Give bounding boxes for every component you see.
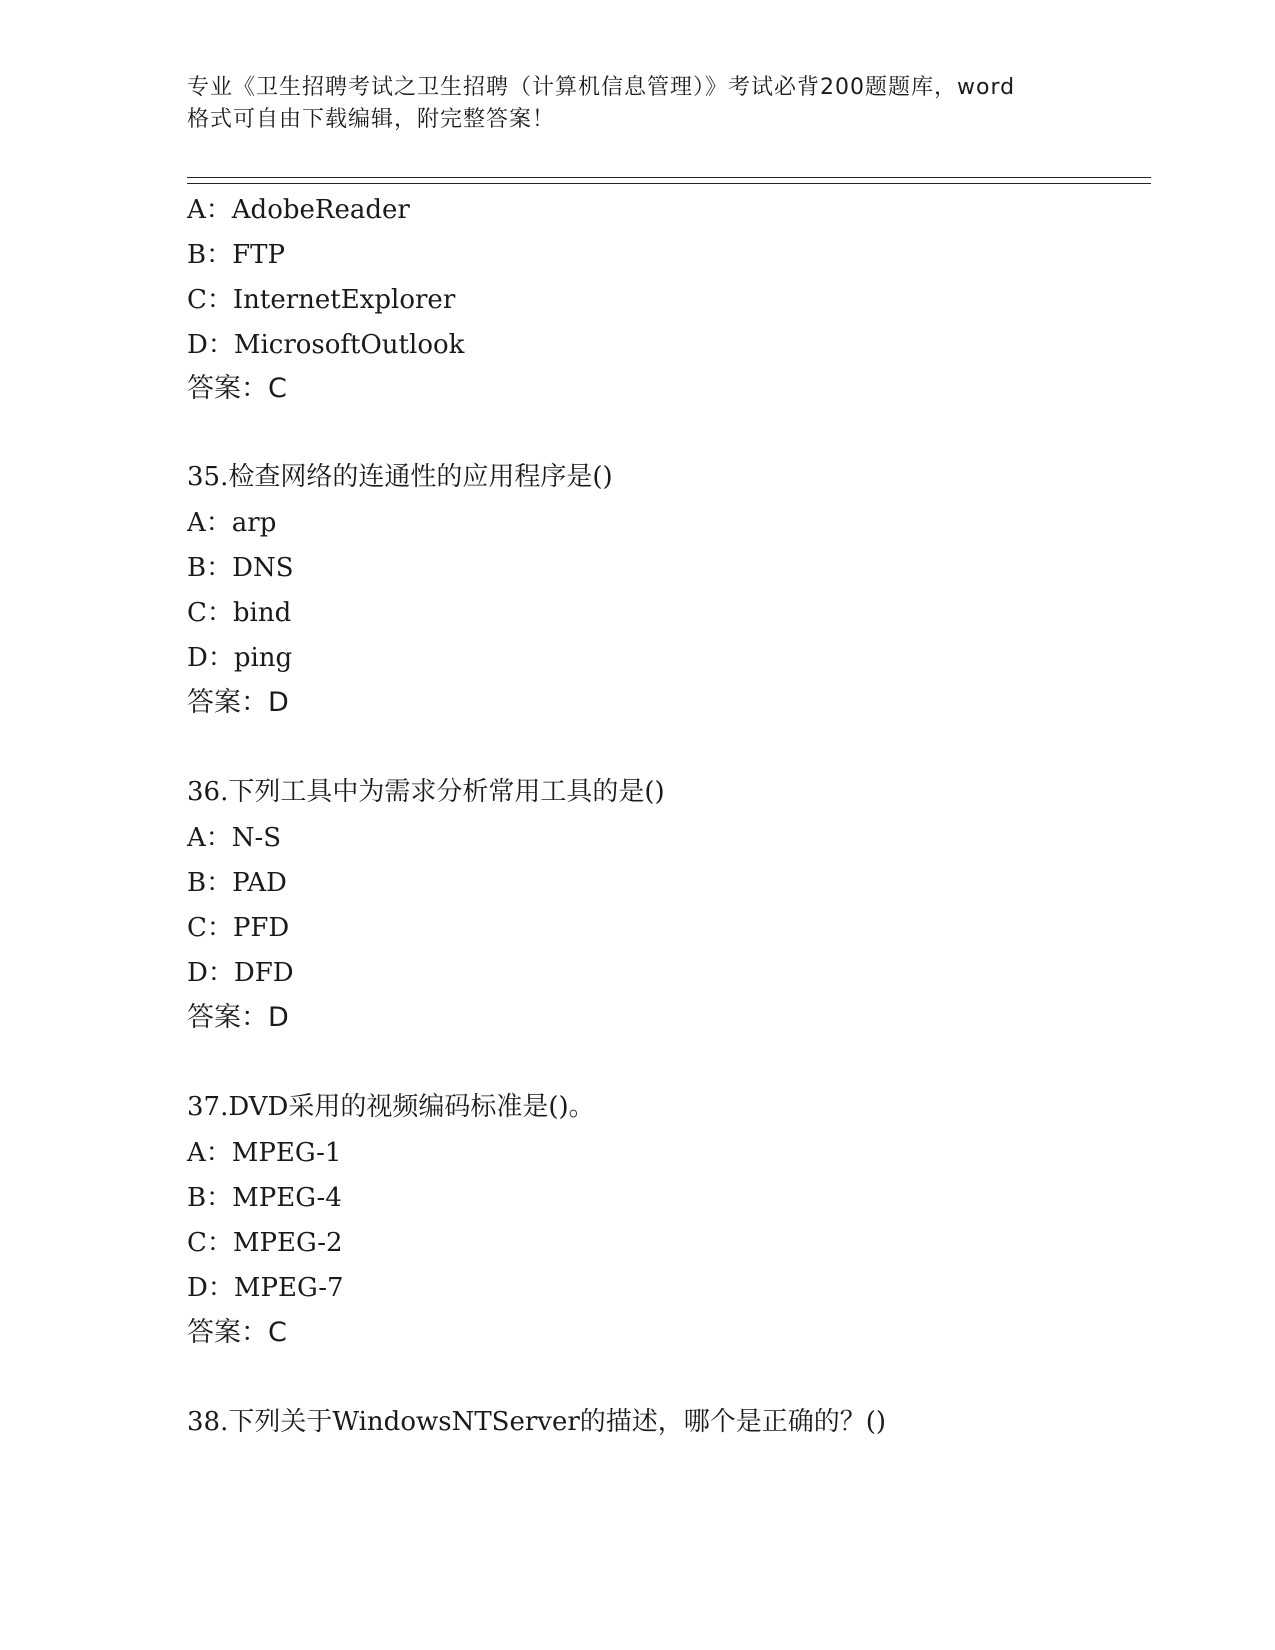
option-c: C：bind	[187, 598, 292, 628]
header-divider-bottom	[187, 183, 1151, 184]
header-line-2: 格式可自由下载编辑，附完整答案！	[187, 107, 556, 132]
option-a: A：AdobeReader	[187, 195, 410, 225]
question-37-stem: 37.DVD采用的视频编码标准是()。	[187, 1092, 595, 1122]
option-c: C：MPEG-2	[187, 1228, 343, 1258]
document-header	[187, 72, 1087, 136]
option-c: C：PFD	[187, 913, 290, 943]
question-38-stem: 38.下列关于WindowsNTServer的描述，哪个是正确的？()	[187, 1407, 887, 1437]
question-35-stem: 35.检查网络的连通性的应用程序是()	[187, 462, 613, 492]
option-d: D：DFD	[187, 958, 294, 988]
option-c: C：InternetExplorer	[187, 285, 456, 315]
answer-line: 答案：D	[187, 1002, 289, 1033]
header-divider-top	[187, 177, 1151, 178]
option-d: D：ping	[187, 643, 293, 673]
question-36-stem: 36.下列工具中为需求分析常用工具的是()	[187, 777, 665, 807]
option-a: A：MPEG-1	[187, 1138, 342, 1168]
answer-line: 答案：D	[187, 687, 289, 718]
option-a: A：arp	[187, 508, 277, 538]
option-d: D：MicrosoftOutlook	[187, 330, 465, 360]
option-b: B：DNS	[187, 553, 294, 583]
option-a: A：N-S	[187, 823, 282, 853]
answer-line: 答案：C	[187, 1317, 287, 1348]
header-line-1: 专业《卫生招聘考试之卫生招聘（计算机信息管理）》考试必背200题题库，word	[187, 75, 1016, 100]
option-b: B：MPEG-4	[187, 1183, 342, 1213]
answer-line: 答案：C	[187, 373, 287, 404]
option-b: B：PAD	[187, 868, 287, 898]
option-b: B：FTP	[187, 240, 285, 270]
option-d: D：MPEG-7	[187, 1273, 344, 1303]
